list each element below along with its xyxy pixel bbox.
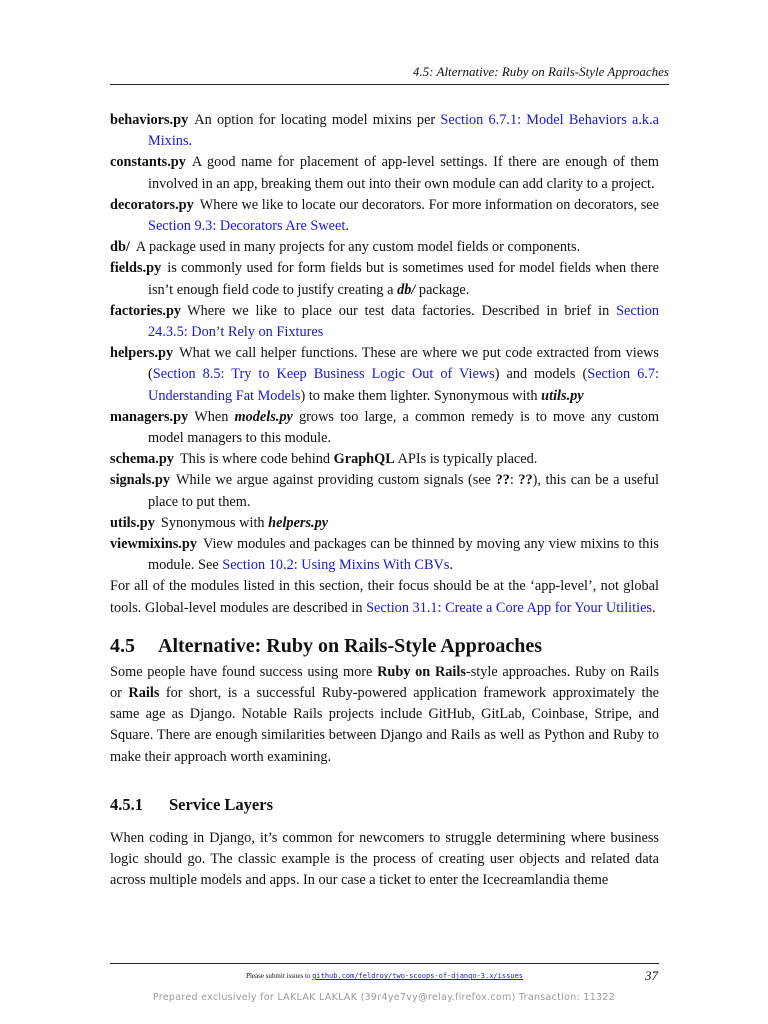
inline-code: helpers.py: [268, 514, 329, 531]
footer-rule: [110, 963, 659, 964]
subsection-number: 4.5.1: [110, 794, 143, 814]
definition-text: :: [509, 472, 519, 489]
bold-text: Rails: [128, 685, 160, 702]
definition-item: [110, 534, 659, 576]
section-number: 4.5: [110, 634, 135, 657]
definition-item: [110, 513, 659, 534]
body-paragraph: [110, 662, 659, 768]
definition-text: Where we like to locate our decorators. For more information on decorators, see: [199, 196, 659, 213]
definition-text: Where we like to place our test data factories. Described in brief in: [187, 302, 617, 319]
definition-term: db/: [110, 239, 130, 256]
definition-text: View modules and packages can be thinned by moving any view mixins to this module. See: [148, 536, 659, 574]
inline-code: models.py: [234, 408, 293, 425]
definition-text: While we argue against providing custom signals (see: [176, 472, 496, 489]
paragraph-text: .: [652, 599, 656, 616]
running-header: 4.5: Alternative: Ruby on Rails-Style Approaches: [412, 64, 669, 79]
definition-item: [110, 195, 659, 237]
cross-reference-link[interactable]: Section 31.1: Create a Core App for Your Utilities: [366, 599, 652, 616]
bold-text: GraphQL: [333, 451, 395, 468]
header-rule: [110, 84, 669, 85]
subsection-title: Service Layers: [169, 794, 274, 814]
definition-item: [110, 407, 659, 449]
definition-term: signals.py: [110, 472, 170, 489]
bold-text: ??: [518, 472, 533, 489]
definition-term: factories.py: [110, 302, 182, 319]
cross-reference-link[interactable]: Section 24.3.5: Don’t Rely on Fixtures: [148, 302, 659, 341]
cross-reference-link[interactable]: Section 6.7: Understanding Fat Models: [148, 366, 659, 404]
definition-text: .: [188, 133, 193, 150]
issues-link[interactable]: github.com/feldroy/two-scoops-of-django-3.x/issues: [312, 972, 523, 980]
bold-text: ??: [495, 472, 510, 489]
definition-text: is commonly used for form fields but is sometimes used for model fields when there isn’t enough field code to justify creating a: [148, 260, 659, 298]
definition-item: [110, 470, 659, 512]
definition-term: utils.py: [110, 514, 155, 531]
definition-text: ) and models (: [494, 366, 588, 383]
definition-term: schema.py: [110, 451, 174, 468]
definition-text: An option for locating model mixins per: [194, 112, 441, 128]
body-paragraph: [110, 828, 659, 892]
section-title: Alternative: Ruby on Rails-Style Approaches: [158, 634, 543, 657]
definition-text: grows too large, a common remedy is to move any custom model managers to this module.: [148, 408, 659, 447]
paragraph-text: When coding in Django, it’s common for newcomers to struggle determining where business logic should go. The classic example is the process of creating user objects and related data across multiple models and apps. In our case a ticket to enter the Icecreamlandia theme: [110, 829, 659, 889]
definition-text: package.: [415, 281, 470, 298]
main-content: [110, 110, 659, 892]
page-number: 37: [645, 968, 658, 983]
definition-term: viewmixins.py: [110, 536, 197, 553]
definition-item: [110, 110, 659, 152]
definition-item: [110, 301, 659, 343]
issues-note-text: Please submit issues to: [246, 972, 313, 980]
issues-note: [110, 972, 659, 980]
body-paragraph: [110, 576, 659, 618]
definition-text: Synonymous with: [160, 514, 269, 531]
definition-item: [110, 258, 659, 300]
subsection-heading: [110, 794, 659, 816]
definition-text: A package used in many projects for any custom model fields or components.: [135, 239, 581, 256]
definition-text: A good name for placement of app-level settings. If there are enough of them involved in an app, breaking them out into their own module can add clarity to a project.: [148, 154, 659, 192]
definition-text: APIs is typically placed.: [394, 451, 538, 468]
definition-text: When: [194, 408, 235, 425]
definition-term: decorators.py: [110, 196, 194, 213]
definition-item: [110, 237, 659, 258]
cross-reference-link[interactable]: Section 9.3: Decorators Are Sweet: [148, 218, 346, 235]
definition-text: .: [345, 218, 349, 235]
definition-term: managers.py: [110, 408, 189, 425]
inline-code: db/: [397, 281, 416, 298]
definition-term: fields.py: [110, 260, 162, 277]
definition-text: ), this can be a useful place to put them.: [148, 472, 659, 510]
paragraph-text: for short, is a successful Ruby-powered application framework approximately the same age as Django. Notable Rails projects include GitHub, GitLab, Coinbase, Stripe, and Square. There are enough similarities between Django and Rails as well as Python and Ruby to make their approach worth examining.: [110, 685, 660, 765]
paragraph-text: Some people have found success using more: [110, 663, 378, 680]
paragraph-text: -style approaches. Ruby on Rails or: [110, 663, 660, 702]
bold-text: Ruby on Rails: [377, 663, 466, 680]
section-heading: [110, 633, 659, 659]
definition-item: [110, 343, 659, 407]
definition-text: This is where code behind: [179, 451, 334, 468]
definition-text: .: [449, 557, 453, 574]
cross-reference-link[interactable]: Section 8.5: Try to Keep Business Logic Out of Views: [152, 366, 495, 383]
module-definition-list: [110, 110, 659, 576]
definition-term: helpers.py: [110, 345, 174, 362]
paragraph-text: For all of the modules listed in this section, their focus should be at the ‘app-level’, not global tools. Global-level modules are described in: [110, 578, 659, 616]
definition-item: [110, 449, 659, 470]
definition-term: constants.py: [110, 154, 186, 171]
definition-item: [110, 152, 659, 194]
purchaser-watermark: Prepared exclusively for LAKLAK LAKLAK (39r4ye7vy@relay.firefox.com) Transaction: 11322: [152, 992, 616, 1003]
definition-term: behaviors.py: [110, 112, 189, 128]
cross-reference-link[interactable]: Section 10.2: Using Mixins With CBVs: [222, 557, 450, 574]
inline-code: utils.py: [541, 387, 584, 404]
definition-text: What we call helper functions. These are where we put code extracted from views (: [148, 345, 659, 383]
definition-text: ) to make them lighter. Synonymous with: [300, 387, 542, 404]
cross-reference-link[interactable]: Section 6.7.1: Model Behaviors a.k.a Mixins: [148, 112, 659, 150]
